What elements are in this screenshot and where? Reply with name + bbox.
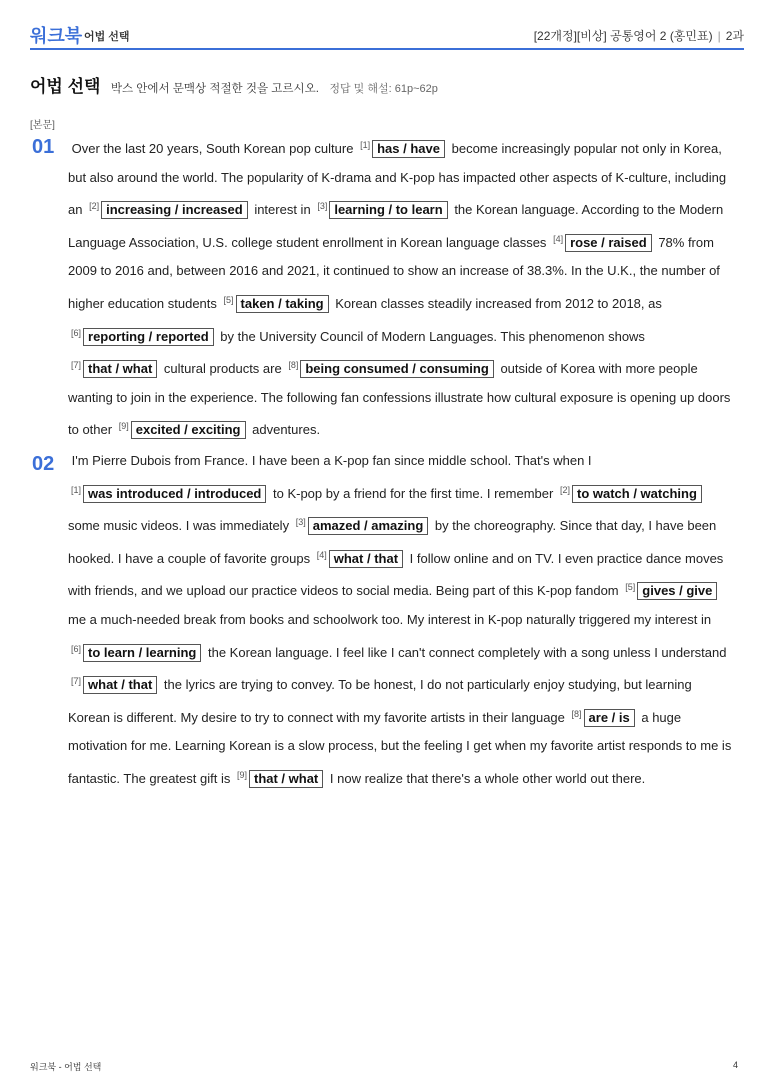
blank-marker: [7] [71,676,82,687]
choice-box[interactable]: has / have [372,140,445,158]
question-number-01: 01 [32,136,55,158]
choice-box[interactable]: to watch / watching [572,485,702,503]
page-header [30,20,744,50]
passage-text: to K-pop by a friend for the first time. I remember [273,485,554,501]
blank-marker: [1] [360,140,371,150]
blank-marker: [9] [118,421,129,432]
passage-text: 78% from 2009 to 2016 and, between 2016 and 2021, it continued to show an increase of 38.3%. In the U.K., the number of higher education students [68,234,720,311]
passage-text: I now realize that there's a whole other world out there. [329,770,646,786]
passage-text: interest in [254,202,311,218]
passage-01 [68,131,736,445]
answer-reference: 정답 및 해설: 61p~62p [329,83,438,95]
section-tag: [본문] [30,120,55,131]
blank-marker: [4] [316,549,327,560]
choice-box[interactable]: being consumed / consuming [300,360,493,378]
choice-box[interactable]: increasing / increased [101,201,248,219]
brand-title: 워크북 [30,26,83,46]
passage-text: Korean classes steadily increased from 2012 to 2018, as [335,295,662,311]
choice-box[interactable]: that / what [249,770,323,788]
passage-text: outside of Korea with more people wanting to join in the experience. The following fan confessions illustrate how cultural exposure is opening up doors to other [68,361,731,438]
choice-box[interactable]: excited / exciting [131,421,246,439]
choice-box[interactable]: what / that [83,676,157,694]
title-row [30,72,438,97]
passage-text: by the choreography. Since that day, I have been hooked. I have a couple of favorite groups [68,518,717,566]
blank-marker: [3] [317,201,328,212]
passage-text: I'm Pierre Dubois from France. I have been a K-pop fan since middle school. That's when I [71,453,592,468]
passage-01-text [68,131,736,445]
choice-box[interactable]: rose / raised [565,234,652,252]
lesson-number: 2과 [725,29,744,43]
course-info [534,27,744,44]
question-number-02: 02 [32,453,55,475]
page-title: 어법 선택 [30,77,101,96]
blank-marker: [2] [89,201,100,212]
passage-02-text [68,447,736,794]
blank-marker: [9] [236,769,247,780]
course-name: [22개정][비상] 공통영어 2 (홍민표) [533,29,713,43]
blank-marker: [4] [553,233,564,244]
choice-box[interactable]: that / what [83,360,157,378]
blank-marker: [3] [295,517,306,528]
passage-text: me a much-needed break from books and schoolwork too. My interest in K-pop naturally triggered my interest in [68,611,712,627]
passage-text: Over the last 20 years, South Korean pop culture [71,141,354,156]
choice-box[interactable]: what / that [329,550,403,568]
passage-02 [68,447,736,794]
blank-marker: [8] [288,360,299,371]
blank-marker: [1] [71,484,82,495]
passage-text: the Korean language. I feel like I can't connect completely with a song unless I understand [208,644,727,660]
choice-box[interactable]: learning / to learn [329,201,447,219]
page-number: 4 [732,1060,738,1070]
blank-marker: [6] [71,643,82,654]
passage-text: I follow online and on TV. I even practice dance moves with friends, and we upload our practice videos to social media. Being part of this K-pop fandom [68,550,724,599]
footer-title: 워크북 - 어법 선택 [30,1062,102,1072]
blank-marker: [5] [223,294,234,305]
choice-box[interactable]: are / is [584,709,635,727]
passage-text: cultural products are [163,361,282,377]
choice-box[interactable]: gives / give [637,582,717,600]
blank-marker: [7] [71,360,82,371]
brand-subtitle: 어법 선택 [84,31,130,43]
passage-text: become increasingly popular not only in Korea, but also around the world. The popularity of K-drama and K-pop has impacted other aspects of K-culture, including an [68,141,727,218]
passage-text: by the University Council of Modern Languages. This phenomenon shows [220,328,645,344]
header-divider: | [717,29,721,43]
choice-box[interactable]: reporting / reported [83,328,214,346]
passage-text: the lyrics are trying to convey. To be honest, I do not particularly enjoy studying, but learning Korean is different. My desire to try to connect with my favorite artists in their language [68,677,692,725]
choice-box[interactable]: amazed / amazing [308,517,429,535]
choice-box[interactable]: to learn / learning [83,644,201,662]
passage-text: a huge motivation for me. Learning Korean is a slow process, but the feeling I get when my favorite artist responds to me is fantastic. The greatest gift is [68,709,732,786]
passage-text: some music videos. I was immediately [68,518,290,534]
instruction: 박스 안에서 문맥상 적절한 것을 고르시오. [110,83,319,95]
blank-marker: [8] [571,708,582,719]
blank-marker: [6] [71,327,82,338]
choice-box[interactable]: taken / taking [236,295,329,313]
passage-text: the Korean language. According to the Modern Language Association, U.S. college student enrollment in Korean language classes [68,202,724,250]
blank-marker: [5] [625,582,636,593]
choice-box[interactable]: was introduced / introduced [83,485,266,503]
blank-marker: [2] [559,484,570,495]
passage-text: adventures. [252,422,321,438]
